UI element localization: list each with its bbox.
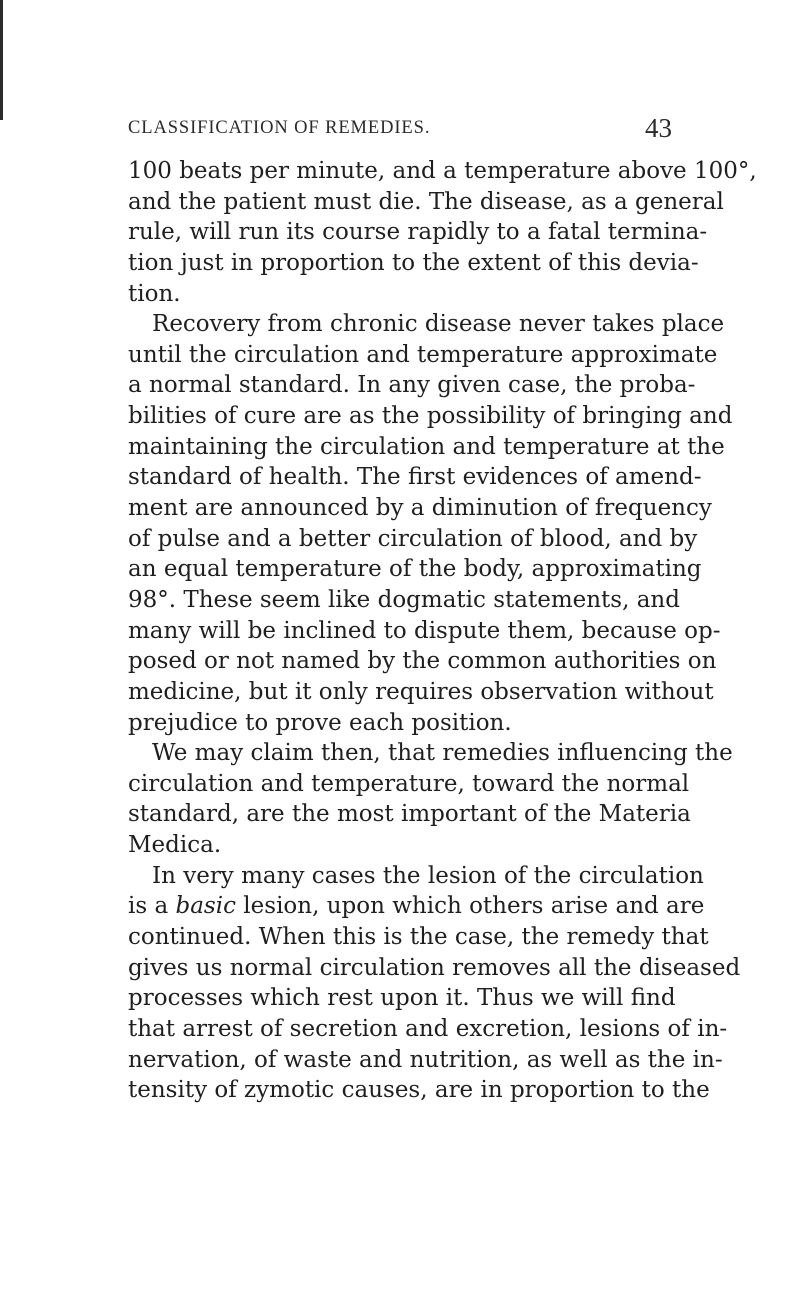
text-line: Medica. <box>128 832 222 859</box>
text-line: standard of health. The first evidences of amend- <box>128 464 702 491</box>
page-header <box>128 113 672 144</box>
text-line: tion just in proportion to the extent of this devia- <box>128 249 699 276</box>
paragraph-start-line: We may claim then, that remedies influencing the <box>152 740 733 767</box>
text-line: circulation and temperature, toward the normal <box>128 770 690 797</box>
text-line: that arrest of secretion and excretion, lesions of in- <box>128 1015 728 1042</box>
text-line: processes which rest upon it. Thus we will find <box>128 985 676 1012</box>
text-line: rule, will run its course rapidly to a fatal termina- <box>128 219 708 246</box>
text-line: a normal standard. In any given case, the proba- <box>128 372 696 399</box>
page-edge-mark <box>0 0 3 120</box>
text-line: many will be inclined to dispute them, because op- <box>128 617 721 644</box>
paragraph-start-line: Recovery from chronic disease never takes place <box>152 311 725 338</box>
text-line: 98°. These seem like dogmatic statements, and <box>128 586 680 613</box>
text-fragment: lesion, upon which others arise and are <box>235 893 705 920</box>
text-fragment: is a <box>128 893 176 920</box>
text-line: gives us normal circulation removes all the diseased <box>128 954 741 981</box>
text-line: maintaining the circulation and temperature at the <box>128 433 725 460</box>
emphasized-word: basic <box>175 893 236 920</box>
text-line: standard, are the most important of the Materia <box>128 801 691 828</box>
text-line: bilities of cure are as the possibility of bringing and <box>128 403 733 430</box>
text-line: of pulse and a better circulation of blood, and by <box>128 525 698 552</box>
text-line: nervation, of waste and nutrition, as well as the in- <box>128 1046 723 1073</box>
running-title: CLASSIFICATION OF REMEDIES. <box>128 118 431 138</box>
text-line: tion. <box>128 280 181 307</box>
text-line: tensity of zymotic causes, are in proportion to the <box>128 1077 710 1104</box>
text-line: medicine, but it only requires observation without <box>128 678 714 705</box>
page-number: 43 <box>645 113 672 143</box>
paragraph-start-line: In very many cases the lesion of the circulation <box>152 862 704 889</box>
text-line: posed or not named by the common authorities on <box>128 648 717 675</box>
text-line: ment are announced by a diminution of frequency <box>128 495 712 522</box>
text-line: continued. When this is the case, the remedy that <box>128 924 709 951</box>
text-line: until the circulation and temperature approximate <box>128 341 718 368</box>
body-text <box>128 156 757 1106</box>
text-line: and the patient must die. The disease, as a general <box>128 188 724 215</box>
text-line: an equal temperature of the body, approximating <box>128 556 702 583</box>
text-line-with-emphasis <box>128 891 705 922</box>
text-line: 100 beats per minute, and a temperature above 100°, <box>128 158 757 184</box>
text-line: prejudice to prove each position. <box>128 709 512 736</box>
